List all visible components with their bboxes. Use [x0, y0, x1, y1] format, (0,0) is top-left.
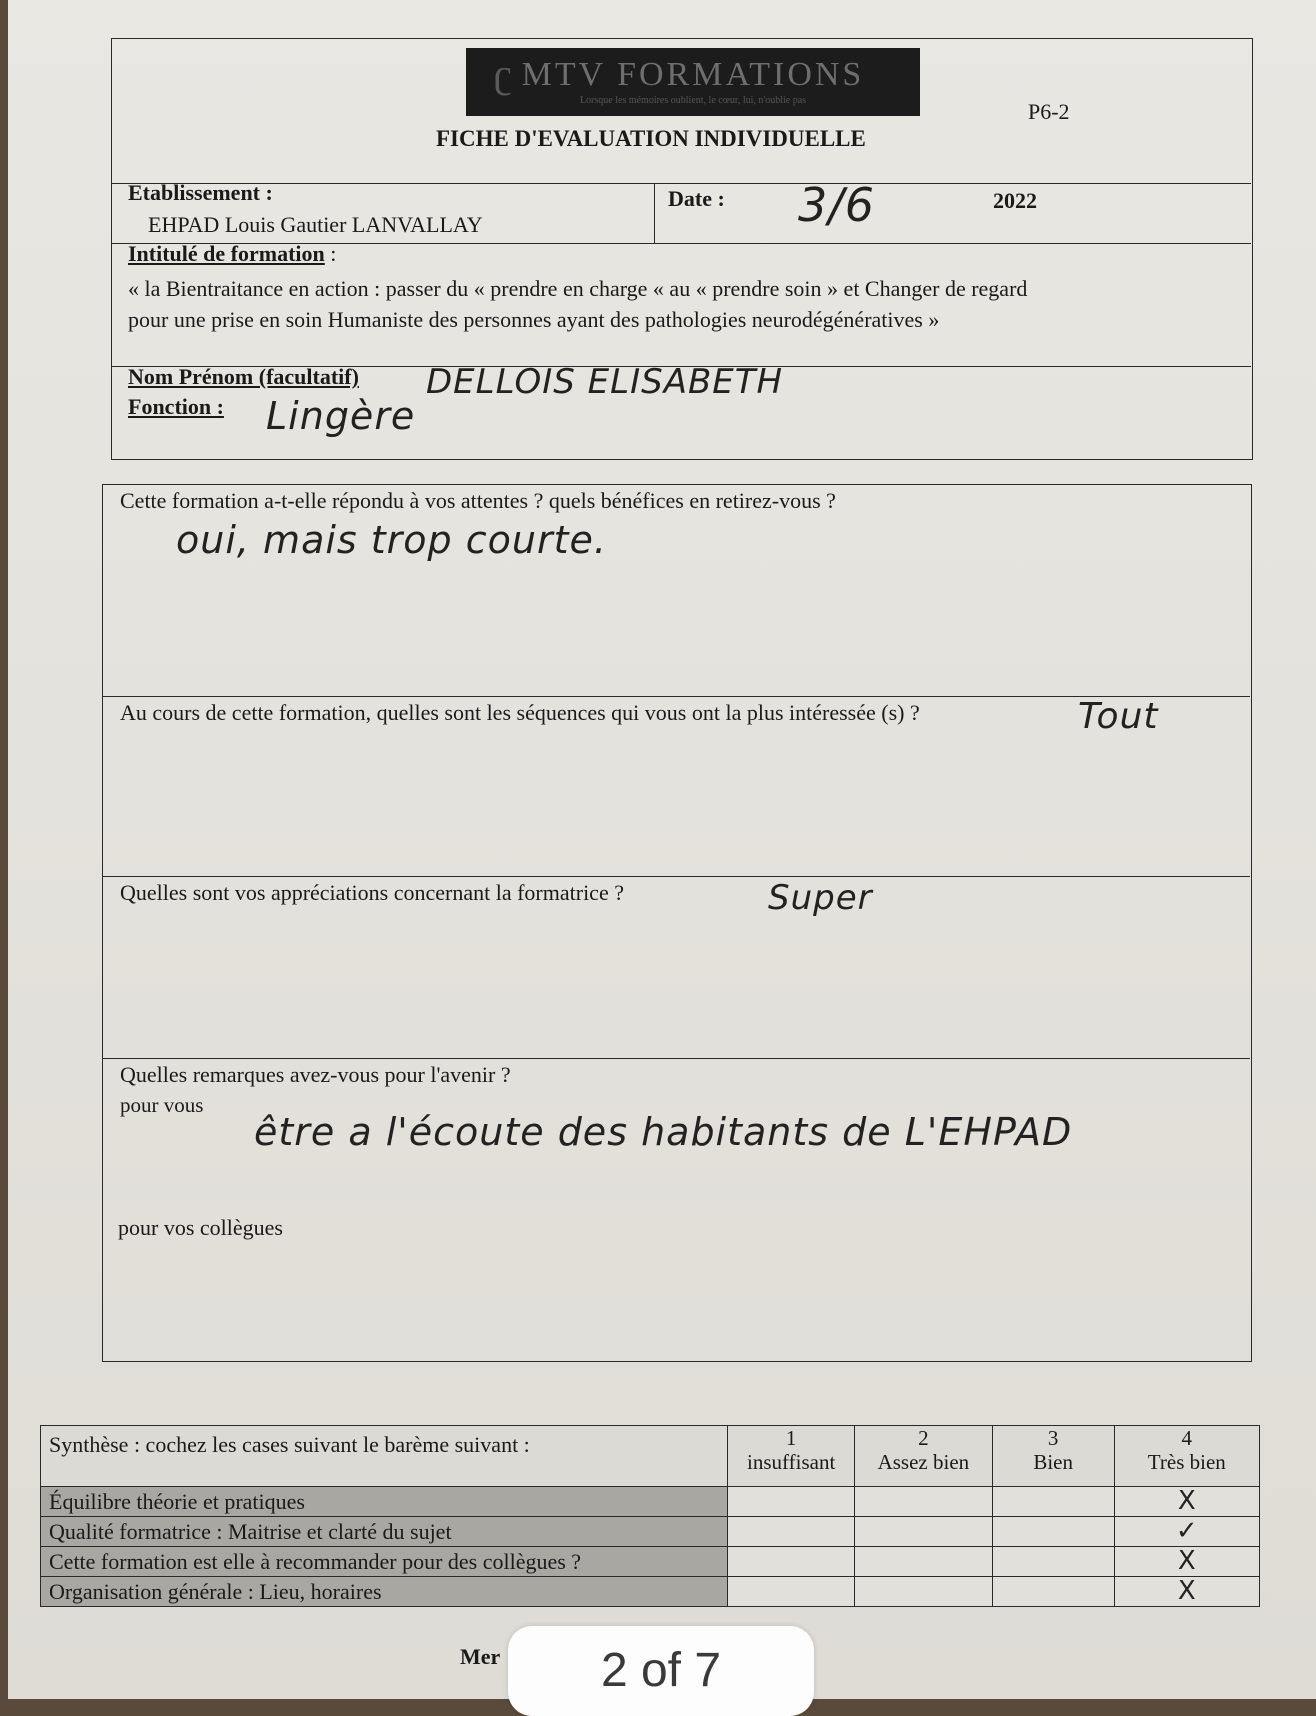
function-label: Fonction : [128, 394, 224, 419]
for-colleagues-label: pour vos collègues [118, 1215, 283, 1240]
logo-tagline: Lorsque les mémoires oublient, le cœur, lui, n'oublie pas [579, 95, 807, 106]
divider [102, 876, 1250, 877]
logo-figure-icon: ʗ [494, 51, 512, 96]
rating-number: 1 [785, 1426, 797, 1450]
synthesis-row [41, 1517, 1260, 1547]
rating-cell [854, 1517, 992, 1547]
training-label: Intitulé de formation [128, 241, 325, 266]
establishment-label: Etablissement : [128, 180, 273, 205]
synthesis-header-row [41, 1426, 1260, 1487]
rating-cell [854, 1577, 992, 1607]
rating-cell [854, 1487, 992, 1517]
rating-cell [1114, 1577, 1259, 1607]
rating-cell [992, 1547, 1114, 1577]
rating-cell [1114, 1487, 1259, 1517]
name-handwritten: DELLOIS ELISABETH [426, 362, 784, 402]
rating-cell [992, 1517, 1114, 1547]
rating-cell [992, 1487, 1114, 1517]
logo-name: MTV FORMATIONS [521, 56, 865, 93]
rating-number: 4 [1181, 1426, 1193, 1450]
rating-number: 2 [918, 1426, 929, 1450]
divider [102, 1058, 1250, 1059]
rating-cell [728, 1577, 855, 1607]
synthesis-label: Synthèse : cochez les cases suivant le barème suivant : [41, 1426, 728, 1487]
rating-label: Assez bien [877, 1450, 970, 1475]
page-indicator-label: 2 of 7 [600, 1644, 722, 1697]
name-label: Nom Prénom (facultatif) [128, 364, 359, 389]
training-label-colon: : [324, 241, 337, 266]
question-sequences: Au cours de cette formation, quelles sont les séquences qui vous ont la plus intéressée (s) ? [120, 700, 920, 725]
question-future: Quelles remarques avez-vous pour l'avenir ? [120, 1062, 511, 1087]
check-mark: X [1177, 1486, 1196, 1517]
rating-column-2 [854, 1426, 992, 1487]
rating-cell [992, 1577, 1114, 1607]
footer-partial-text: Mer [460, 1644, 501, 1669]
date-handwritten: 3/6 [798, 178, 876, 232]
function-handwritten: Lingère [266, 394, 416, 438]
answer-expectations: oui, mais trop courte. [176, 518, 607, 562]
training-label-line [128, 241, 336, 267]
mtv-formations-logo [466, 48, 920, 116]
rating-cell [1114, 1547, 1259, 1577]
rating-label: Bien [1033, 1450, 1073, 1475]
rating-cell [1114, 1517, 1259, 1547]
rating-label: Très bien [1147, 1450, 1226, 1475]
divider [111, 183, 1251, 184]
criterion-label: Équilibre théorie et pratiques [41, 1487, 728, 1517]
rating-label: insuffisant [747, 1450, 836, 1475]
divider [654, 183, 655, 243]
rating-cell [728, 1517, 855, 1547]
answer-trainer: Super [768, 878, 873, 918]
synthesis-table [40, 1425, 1260, 1607]
question-trainer: Quelles sont vos appréciations concernant la formatrice ? [120, 880, 624, 905]
form-title: FICHE D'EVALUATION INDIVIDUELLE [436, 126, 866, 151]
rating-cell [728, 1487, 855, 1517]
synthesis-row [41, 1547, 1260, 1577]
training-title-line-2: pour une prise en soin Humaniste des personnes ayant des pathologies neurodégénératives » [128, 307, 940, 332]
rating-column-4 [1114, 1426, 1259, 1487]
page-indicator [508, 1626, 814, 1716]
criterion-label: Qualité formatrice : Maitrise et clarté du sujet [41, 1517, 728, 1547]
date-label: Date : [668, 186, 725, 211]
question-expectations: Cette formation a-t-elle répondu à vos attentes ? quels bénéfices en retirez-vous ? [120, 488, 836, 513]
criterion-label: Cette formation est elle à recommander pour des collègues ? [41, 1547, 728, 1577]
criterion-label: Organisation générale : Lieu, horaires [41, 1577, 728, 1607]
establishment-value: EHPAD Louis Gautier LANVALLAY [148, 212, 483, 237]
training-title-line-1: « la Bientraitance en action : passer du « prendre en charge « au « prendre soin » et Changer de regard [128, 276, 1028, 301]
rating-column-1 [728, 1426, 855, 1487]
check-mark: X [1177, 1576, 1196, 1607]
check-mark: X [1177, 1546, 1196, 1577]
rating-number: 3 [1047, 1426, 1059, 1450]
check-mark: ✓ [1175, 1516, 1198, 1547]
scanned-form-page [8, 0, 1316, 1699]
year-value: 2022 [993, 188, 1037, 213]
for-you-label: pour vous [120, 1093, 204, 1117]
form-code: P6-2 [1028, 99, 1070, 124]
rating-cell [854, 1547, 992, 1577]
rating-column-3 [992, 1426, 1114, 1487]
synthesis-row [41, 1487, 1260, 1517]
answer-for-you: être a l'écoute des habitants de L'EHPAD [254, 1110, 1073, 1154]
rating-cell [728, 1547, 855, 1577]
synthesis-row [41, 1577, 1260, 1607]
answer-sequences: Tout [1078, 696, 1159, 737]
